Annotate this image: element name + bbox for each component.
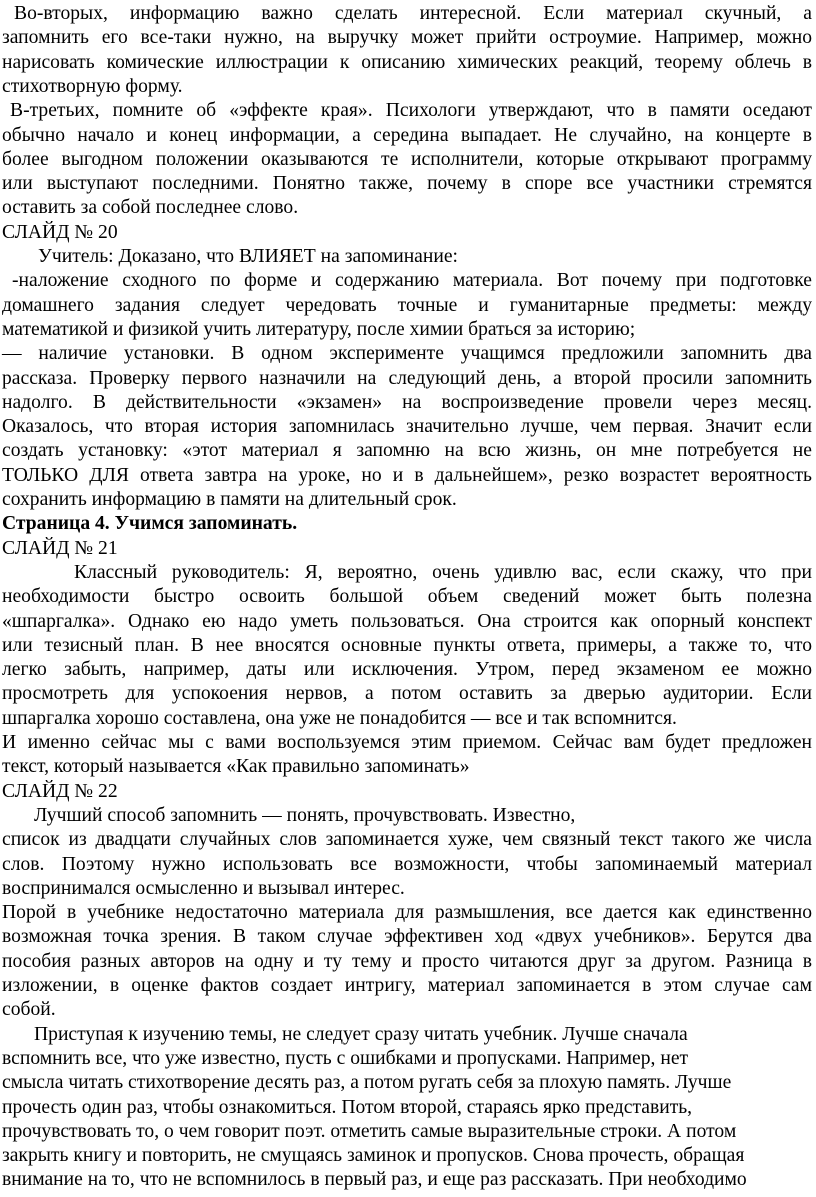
text-line: СЛАЙД № 22 [2,780,118,802]
text-line: прочесть один раз, чтобы ознакомиться. Потом второй, стараясь ярко представить, [2,1096,693,1118]
text-line: стихотворную форму. [2,75,183,97]
text-line: Порой в учебнике недостаточно материала для размышления, все дается как единственно [2,902,812,924]
text-line: создать установку: «этот материал я запомню на всю жизнь, он мне потребуется не [2,440,812,462]
text-line: или тезисный план. В нее вносятся основные пункты ответа, примеры, а также то, что [2,634,812,656]
text-line: математикой и физикой учить литературу, после химии браться за историю; [2,318,636,340]
text-line: Приступая к изучению темы, не следует сразу читать учебник. Лучше сначала [34,1023,688,1045]
text-line: изложении, в оценке фактов создает интригу, материал запоминается в этом случае сам [2,975,812,996]
text-line: Классный руководитель: Я, вероятно, очень удивлю вас, если скажу, что при [74,561,812,583]
text-line: или выступают последними. Понятно также, почему в споре все участники стремятся [2,173,812,195]
text-line: пособия разных авторов на одну и ту тему и просто читаются друг за другом. Разница в [2,950,812,972]
text-line: рассказа. Проверку первого назначили на следующий день, а второй просили запомнить [2,367,812,389]
text-line: запомнить его все-таки нужно, на выручку может прийти остроумие. Например, можно [2,27,812,49]
text-line: Учитель: Доказано, что ВЛИЯЕТ на запоминание: [38,246,458,267]
text-line: воспринимался осмысленно и вызывал интерес. [2,877,405,899]
text-line: В-третьих, помните об «эффекте края». Психологи утверждают, что в памяти оседают [10,100,812,122]
text-line: И именно сейчас мы с вами воспользуемся этим приемом. Сейчас вам будет предложен [2,732,812,753]
text-line: обычно начало и конец информации, а середина выпадает. Не случайно, на концерте в [2,124,812,146]
text-line: — наличие установки. В одном эксперименте учащимся предложили запомнить два [2,343,812,365]
text-line: домашнего задания следует чередовать точные и гуманитарные предметы: между [2,294,812,316]
text-line: вспомнить все, что уже известно, пусть с ошибками и пропусками. Например, нет [2,1047,689,1069]
text-line: Оказалось, что вторая история запомнилась значительно лучше, чем первая. Значит если [2,416,812,438]
text-line: более выгодном положении оказываются те исполнители, которые открывают программу [2,148,812,170]
text-line: смысла читать стихотворение десять раз, а потом ругать себя за плохую память. Лучше [2,1072,732,1094]
text-line: просмотреть для успокоения нервов, а потом оставить за дверью аудитории. Если [2,683,812,705]
text-line: «шпаргалка». Однако ею надо уметь пользоваться. Она строится как опорный конспект [2,610,812,632]
text-line: слов. Поэтому нужно использовать все возможности, чтобы запоминаемый материал [2,853,812,875]
text-line: ТОЛЬКО ДЛЯ ответа завтра на уроке, но и в дальнейшем», резко возрастет вероятность [2,464,812,486]
section-heading: Страница 4. Учимся запоминать. [2,513,298,535]
text-line: шпаргалка хорошо составлена, она уже не понадобится — все и так вспомнится. [2,707,677,729]
text-line: собой. [2,999,56,1021]
text-line: возможная точка зрения. В таком случае эффективен ход «двух учебников». Берутся два [2,926,812,948]
text-line: список из двадцати случайных слов запоминается хуже, чем связный текст такого же числа [2,829,812,851]
text-line: внимание на то, что не вспомнилось в первый раз, и еще раз рассказать. При необходимо [2,1169,747,1191]
text-line: СЛАЙД № 21 [2,537,118,559]
text-line: закрыть книгу и повторить, не смущаясь заминок и пропусков. Снова прочесть, обращая [2,1145,745,1167]
text-line: необходимости быстро освоить большой объем сведений может быть полезна [2,586,812,608]
text-line: легко забыть, например, даты или исключения. Утром, перед экзаменом ее можно [2,659,812,681]
text-line: текст, который называется «Как правильно запоминать» [2,756,470,778]
text-line: оставить за собой последнее слово. [2,197,299,219]
text-line: -наложение сходного по форме и содержанию материала. Вот почему при подготовке [12,270,812,292]
text-line: СЛАЙД № 20 [2,221,118,243]
text-line: Лучший способ запомнить — понять, прочувствовать. Известно, [34,804,576,826]
text-line: прочувствовать то, о чем говорит поэт. отметить самые выразительные строки. А потом [2,1120,737,1142]
text-line: надолго. В действительности «экзамен» на воспроизведение провели через месяц. [2,391,812,413]
text-line: нарисовать комические иллюстрации к описанию химических реакций, теорему облечь в [2,51,812,73]
text-line: сохранить информацию в памяти на длительный срок. [2,489,457,510]
text-line: Во-вторых, информацию важно сделать интересной. Если материал скучный, а [14,3,812,24]
